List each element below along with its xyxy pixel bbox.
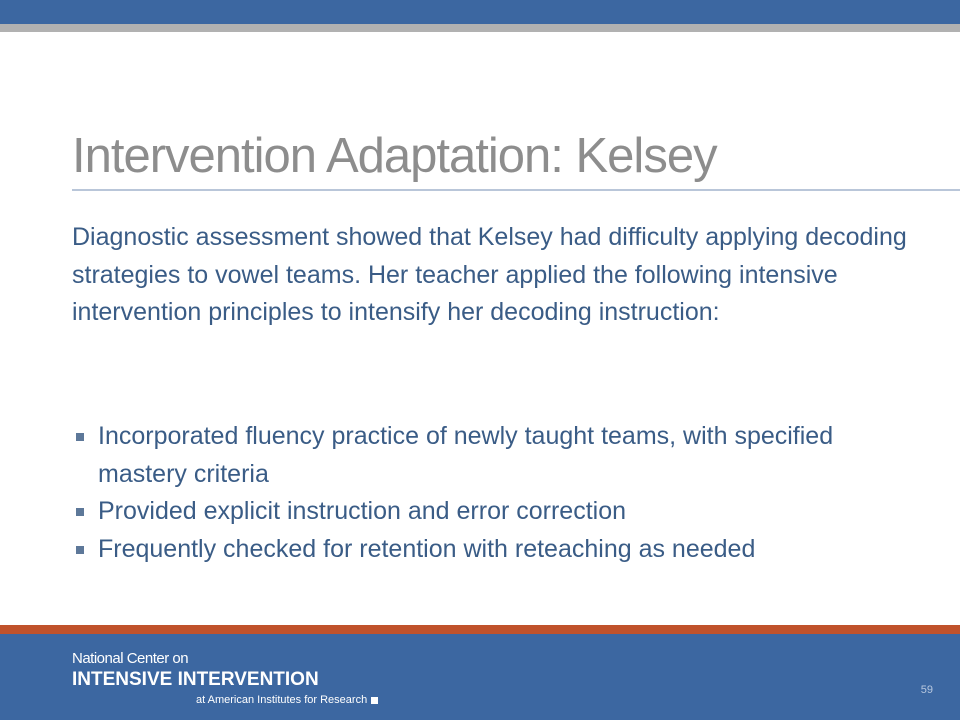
header-gray-bar bbox=[0, 24, 960, 32]
logo-tagline: at American Institutes for Research bbox=[196, 694, 368, 706]
bullet-item bbox=[72, 418, 922, 493]
bullet-list bbox=[72, 418, 922, 568]
title-divider bbox=[72, 189, 960, 191]
intro-paragraph: Diagnostic assessment showed that Kelsey had difficulty applying decoding strategies to vowel teams. Her teacher applied the following intensive intervention principles to intensify her decoding instruction: bbox=[72, 223, 907, 326]
square-bullet-icon bbox=[76, 508, 84, 516]
square-bullet-icon bbox=[76, 433, 84, 441]
header-blue-bar bbox=[0, 0, 960, 24]
square-bullet-icon bbox=[76, 546, 84, 554]
bullet-text: Incorporated fluency practice of newly taught teams, with specified mastery criteria bbox=[98, 422, 834, 488]
footer-orange-bar bbox=[0, 625, 960, 634]
square-icon bbox=[371, 697, 378, 704]
footer bbox=[0, 634, 960, 720]
bullet-text: Provided explicit instruction and error correction bbox=[98, 497, 627, 525]
page-number: 59 bbox=[920, 684, 933, 696]
logo-line-2: INTENSIVE INTERVENTION bbox=[72, 669, 319, 690]
bullet-text: Frequently checked for retention with reteaching as needed bbox=[98, 534, 756, 563]
logo-line-3 bbox=[196, 692, 378, 708]
ncii-logo bbox=[72, 650, 378, 708]
logo-line-1: National Center on bbox=[72, 650, 189, 667]
bullet-item bbox=[72, 493, 922, 531]
bullet-item bbox=[72, 531, 922, 569]
slide-title: Intervention Adaptation: Kelsey bbox=[72, 129, 717, 183]
